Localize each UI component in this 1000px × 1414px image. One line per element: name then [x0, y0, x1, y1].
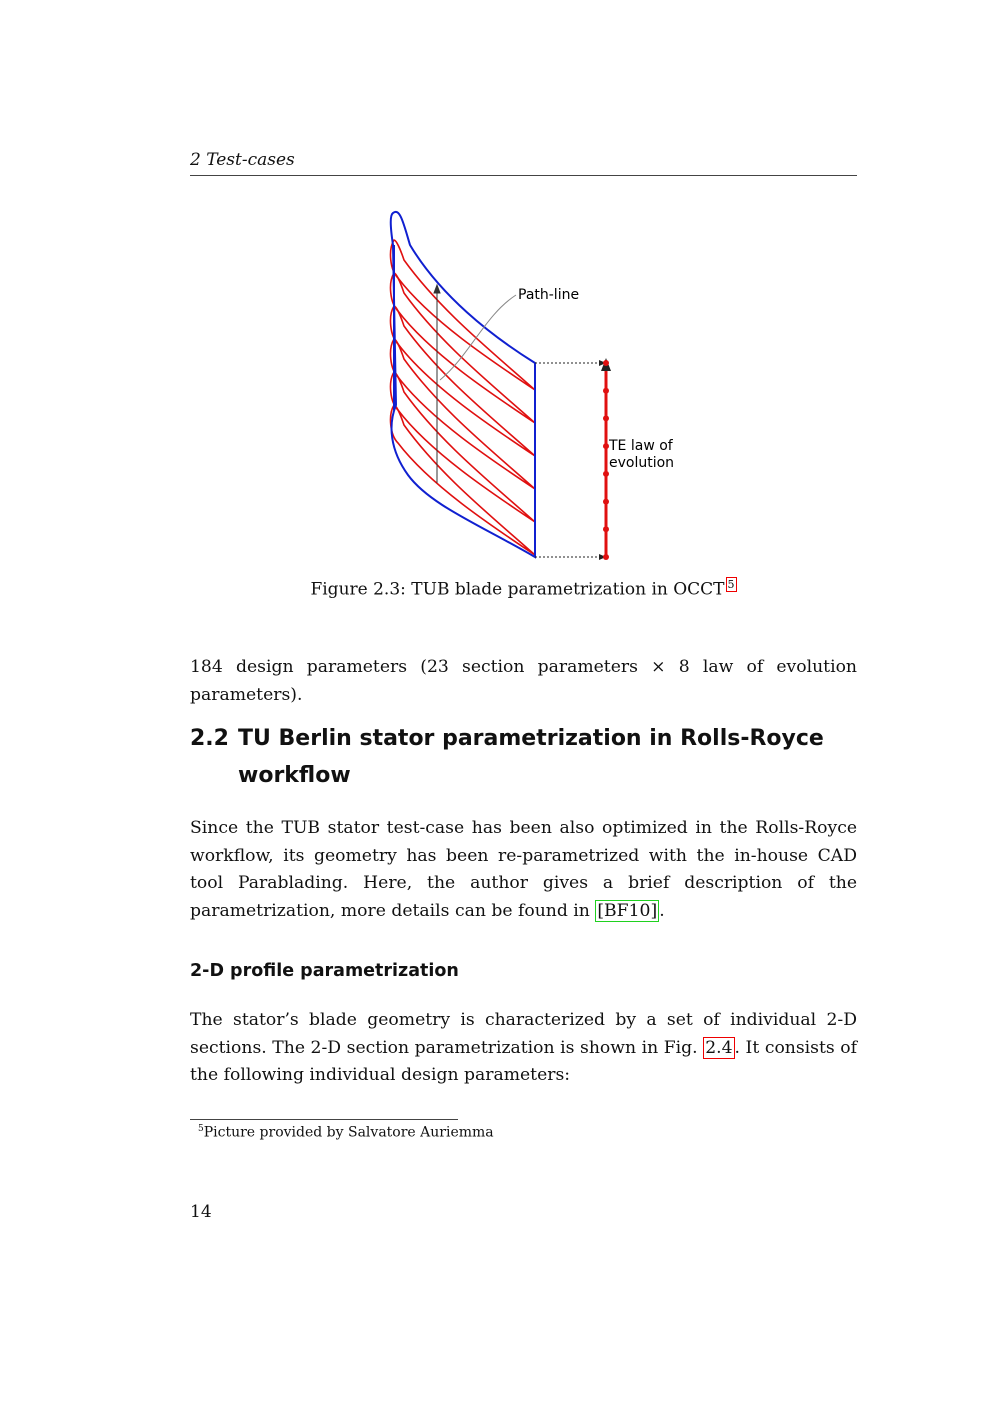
paragraph-design-parameters: 184 design parameters (23 section parameters × 8 law of evolution parameters).	[190, 657, 857, 705]
path-line-leader	[440, 295, 516, 380]
te-control-point-7	[603, 526, 609, 532]
page-number: 14	[190, 1202, 212, 1222]
figure-caption	[190, 577, 857, 600]
blade-figure	[380, 205, 680, 565]
te-control-point-6	[603, 499, 609, 505]
te-control-point-1	[603, 360, 609, 366]
te-annotation	[535, 358, 611, 560]
para2-text: Since the TUB stator test-case has been also optimized in the Rolls-Royce workflow, its geometry has been re-parametrized with the in-house CAD tool Parablading. Here, the author gives a brief description of the parametrization, more details can be found in	[190, 818, 857, 921]
te-law-label-line2: evolution	[609, 455, 675, 471]
section-heading	[190, 720, 824, 794]
te-control-point-5	[603, 471, 609, 477]
path-line-arrowhead	[434, 285, 440, 293]
running-header: 2 Test-cases	[190, 150, 295, 170]
section-title-line2: workflow	[238, 763, 351, 788]
caption-footnote-link[interactable]: 5	[727, 578, 735, 591]
para3-end: . It consists of the following individual design parameters:	[190, 1037, 857, 1086]
subsection-heading: 2-D profile parametrization	[190, 961, 459, 981]
blade-section-1	[391, 240, 535, 390]
header-rule	[190, 175, 857, 176]
citation-link[interactable]: [BF10]	[597, 900, 658, 921]
red-blade-sections	[391, 240, 535, 555]
paragraph-profile	[190, 1007, 857, 1090]
te-control-point-8	[603, 554, 609, 560]
te-law-label-line1: TE law of	[609, 438, 673, 454]
path-line-annotation	[434, 285, 516, 483]
section-title-line1: TU Berlin stator parametrization in Rolls-Royce	[238, 726, 824, 751]
footnote-rule	[190, 1119, 458, 1120]
footnote	[198, 1124, 494, 1141]
para3-text: The stator’s blade geometry is characterized by a set of individual 2-D sections. The 2-D section parametrization is shown in Fig.	[190, 1010, 857, 1058]
section-number: 2.2	[190, 726, 229, 751]
footnote-mark: 5	[198, 1124, 204, 1134]
para2-end: .	[659, 900, 665, 921]
paragraph-intro	[190, 815, 857, 925]
figure-ref-link[interactable]: 2.4	[705, 1037, 733, 1058]
footnote-text: Picture provided by Salvatore Auriemma	[203, 1124, 494, 1141]
te-control-point-2	[603, 388, 609, 394]
te-control-point-3	[603, 415, 609, 421]
path-line-label: Path-line	[518, 287, 580, 303]
caption-text: Figure 2.3: TUB blade parametrization in OCCT	[310, 579, 725, 600]
